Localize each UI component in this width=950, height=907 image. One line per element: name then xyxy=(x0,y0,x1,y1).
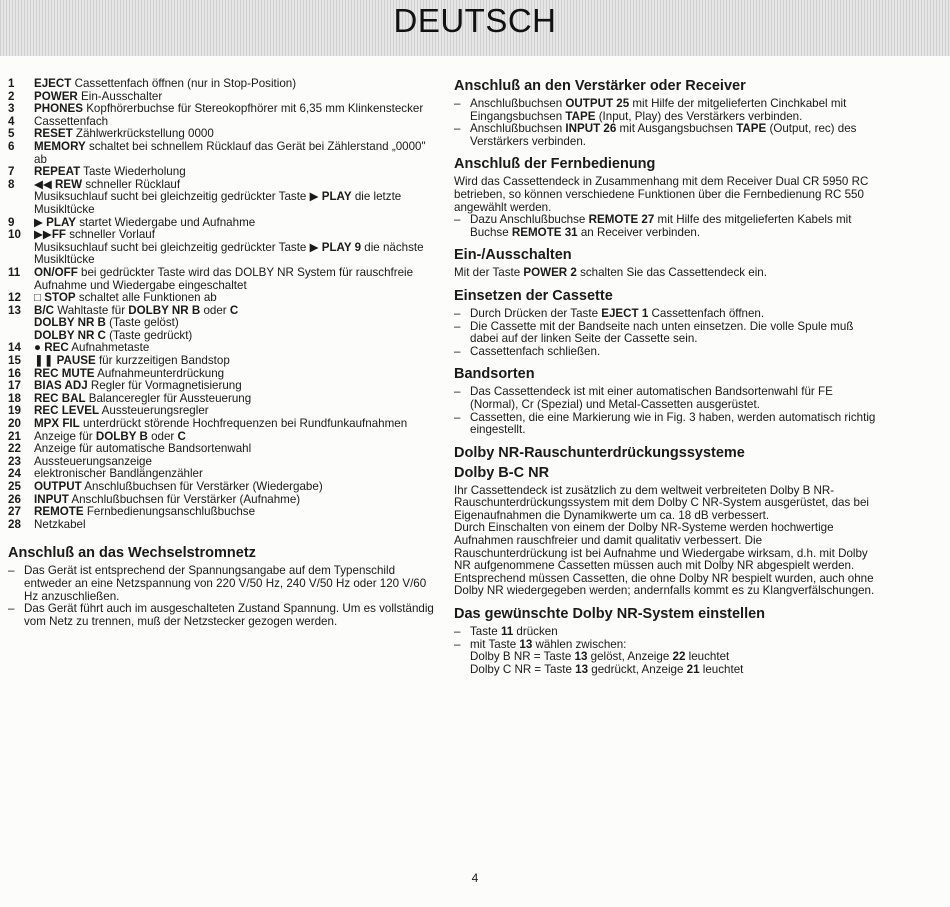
text-run: für kurzzeitigen Bandstop xyxy=(95,354,230,368)
dash-item xyxy=(454,321,878,346)
section-heading: Anschluß der Fernbedienung xyxy=(454,156,656,173)
item-number: 21 xyxy=(8,429,21,443)
dash-text xyxy=(470,98,878,123)
text-run: die letzte Musikltücke xyxy=(34,190,402,216)
dash-marker: – xyxy=(454,306,461,320)
bold-term: REMOTE 27 xyxy=(588,213,655,227)
dash-item xyxy=(454,412,878,437)
item-number: 20 xyxy=(8,417,21,431)
bold-term: INPUT 26 xyxy=(565,122,617,136)
text-run: startet Wiedergabe und Aufnahme xyxy=(76,215,256,229)
bold-term: DOLBY B xyxy=(95,429,148,443)
paragraph xyxy=(454,176,878,214)
text-run: die nächste Musikltücke xyxy=(34,240,424,267)
text-run: Kopfhörerbuchse für Stereokopfhörer mit 6,35 mm Klinkenstecker xyxy=(82,102,424,116)
text-run: Taste xyxy=(470,625,501,639)
text-run: leuchtet xyxy=(685,650,730,664)
text-run: Ein-Ausschalter xyxy=(77,89,163,103)
text-run: Mit der Taste xyxy=(454,266,524,280)
text-run: Taste Wiederholung xyxy=(80,165,186,179)
item-number: 28 xyxy=(8,517,21,531)
item-number: 14 xyxy=(8,341,21,355)
left-column xyxy=(8,78,436,636)
dash-marker: – xyxy=(454,637,461,651)
bold-term: EJECT xyxy=(34,77,72,90)
item-number: 7 xyxy=(8,165,15,179)
item-description xyxy=(34,229,436,267)
text-run: Cassettenfach xyxy=(34,114,109,128)
section-heading: Dolby NR-Rauschunterdrückungssysteme xyxy=(454,444,745,461)
text-run: schalten Sie das Cassettendeck ein. xyxy=(576,266,767,280)
bold-term: DOLBY NR B xyxy=(34,316,106,330)
section xyxy=(454,156,878,239)
section-heading: Ein-/Ausschalten xyxy=(454,247,572,264)
dash-marker: – xyxy=(8,564,15,578)
text-run: Anschlußbuchsen für Verstärker (Wiedergabe) xyxy=(81,480,323,493)
item-number: 17 xyxy=(8,379,21,393)
bold-term: 22 xyxy=(672,650,686,664)
text-run: oder xyxy=(147,429,178,443)
bold-term: 13 xyxy=(575,662,589,676)
bold-term: REC LEVEL xyxy=(34,404,100,418)
bold-term: DOLBY NR C xyxy=(34,328,106,342)
dash-text xyxy=(24,565,436,603)
paragraph xyxy=(454,267,878,280)
text-run: Anschlußbuchsen xyxy=(470,122,566,136)
text-run: Anzeige für automatische Bandsortenwahl xyxy=(34,442,252,456)
text-run: Cassettenfach öffnen. xyxy=(648,306,765,320)
dash-marker: – xyxy=(454,410,461,424)
item-number: 27 xyxy=(8,505,21,519)
text-run: oder xyxy=(200,303,230,317)
bold-term: OUTPUT 25 xyxy=(565,97,630,110)
section xyxy=(454,366,878,436)
bold-term: POWER 2 xyxy=(523,266,577,280)
control-list-item xyxy=(8,267,436,292)
text-run: Regler für Vormagnetisierung xyxy=(87,379,242,393)
dash-text xyxy=(470,346,878,359)
text-run: schneller Vorlauf xyxy=(66,228,155,242)
item-subline xyxy=(34,191,436,216)
item-number: 6 xyxy=(8,139,15,153)
dash-text xyxy=(24,603,436,628)
text-run: gelöst, Anzeige xyxy=(587,650,673,664)
text-run: Wahltaste für xyxy=(53,303,129,317)
item-number: 15 xyxy=(8,354,21,368)
bold-term: C xyxy=(229,303,239,317)
bold-term: BIAS ADJ xyxy=(34,379,88,393)
bold-term: ON/OFF xyxy=(34,265,78,279)
control-list-item xyxy=(8,141,436,166)
section-subheading: Dolby B-C NR xyxy=(454,464,550,481)
text-run: Aufnahmeunterdrückung xyxy=(94,366,225,380)
text-run: unterdrückt störende Hochfrequenzen bei Rundfunkaufnahmen xyxy=(79,417,408,431)
item-description xyxy=(34,519,436,532)
section xyxy=(454,288,878,358)
dash-item xyxy=(454,98,878,123)
item-number: 23 xyxy=(8,454,21,468)
bold-term: TAPE xyxy=(565,109,596,123)
text-run: Anschlußbuchsen für Verstärker (Aufnahme) xyxy=(68,492,301,506)
item-number: 2 xyxy=(8,89,15,103)
dash-item xyxy=(454,346,878,359)
text-run: Cassettenfach schließen. xyxy=(470,344,601,358)
text-run: Aussteuerungsanzeige xyxy=(34,454,152,468)
item-line xyxy=(34,141,436,166)
control-list xyxy=(8,78,436,531)
bold-term: 21 xyxy=(686,662,700,676)
item-number: 9 xyxy=(8,215,15,229)
text-run: Aufnahmetaste xyxy=(68,341,150,355)
dash-item xyxy=(8,565,436,603)
page-number: 4 xyxy=(471,871,479,885)
item-number: 10 xyxy=(8,228,21,242)
dash-marker: – xyxy=(454,344,461,358)
item-subline xyxy=(34,242,436,267)
dash-text xyxy=(470,214,878,239)
text-run: drücken xyxy=(513,625,558,639)
item-number: 4 xyxy=(8,114,15,128)
section xyxy=(8,545,436,628)
section xyxy=(454,445,878,598)
paragraph xyxy=(454,664,878,677)
bold-term: 13 xyxy=(574,650,588,664)
bold-term: PHONES xyxy=(34,102,83,116)
text-run: Aussteuerungsregler xyxy=(99,404,209,418)
item-number: 24 xyxy=(8,467,21,481)
bold-term: MPX FIL xyxy=(34,417,80,431)
control-list-item xyxy=(8,229,436,267)
item-number: 5 xyxy=(8,127,15,141)
text-run: Durch Drücken der Taste xyxy=(470,306,602,320)
text-run: Das Cassettendeck ist mit einer automatischen Bandsortenwahl für FE (Normal), Cr (Spezial) und Metal-Cassetten ausgerüstet. xyxy=(470,385,833,411)
text-run: Anzeige für xyxy=(34,429,96,443)
text-run: Dolby C NR = Taste xyxy=(470,662,576,676)
bold-term: MEMORY xyxy=(34,139,86,153)
section-heading: Einsetzen der Cassette xyxy=(454,287,613,304)
text-run: Cassetten, die eine Markierung wie in Fig. 3 haben, werden automatisch richtig eingestellt. xyxy=(470,410,876,437)
bold-term: □ STOP xyxy=(34,291,76,305)
item-number: 22 xyxy=(8,442,21,456)
bold-term: ❚❚ PAUSE xyxy=(34,354,96,368)
text-run: mit Ausgangsbuchsen xyxy=(616,122,737,136)
section xyxy=(454,78,878,148)
control-list-item xyxy=(8,305,436,343)
right-column xyxy=(454,78,878,684)
bold-term: ▶ PLAY 9 xyxy=(309,240,362,254)
bold-term: ▶ PLAY xyxy=(309,190,352,204)
text-run: gedrückt, Anzeige xyxy=(588,662,687,676)
bold-term: ▶ PLAY xyxy=(34,215,76,229)
item-description xyxy=(34,267,436,292)
text-run: mit Hilfe des mitgelieferten Kabels mit Buchse xyxy=(470,213,852,239)
dash-item xyxy=(8,603,436,628)
section xyxy=(454,606,878,676)
item-number: 25 xyxy=(8,480,21,493)
text-run: (Input, Play) des Verstärkers verbinden. xyxy=(595,109,803,123)
bold-term: INPUT xyxy=(34,492,69,506)
bold-term: REMOTE xyxy=(34,505,84,519)
text-run: Musiksuchlauf sucht bei gleichzeitig gedrückter Taste xyxy=(34,190,310,204)
item-number: 16 xyxy=(8,366,21,380)
item-description xyxy=(34,506,436,519)
text-run: Ihr Cassettendeck ist zusätzlich zu dem weltweit verbreiteten Dolby B NR-Rauschunterdrückungssystem mit dem Dolby C NR-System ausgerüstet, das bei Eigenaufnahmen die Dynamikwerte um ca. 18 dB verbessert. xyxy=(454,483,869,522)
item-number: 18 xyxy=(8,391,21,405)
item-number: 1 xyxy=(8,77,15,90)
item-number: 19 xyxy=(8,404,21,418)
bold-term: C xyxy=(177,429,186,443)
item-number: 3 xyxy=(8,102,15,116)
dash-marker: – xyxy=(454,97,461,110)
text-run: wählen zwischen: xyxy=(532,637,627,651)
bold-term: ◀◀ REW xyxy=(34,177,83,191)
text-run: Die Cassette mit der Bandseite nach unten einsetzen. Die volle Spule muß dabei auf der linken Seite der Cassette sein. xyxy=(470,319,854,346)
item-number: 26 xyxy=(8,492,21,506)
item-description xyxy=(34,141,436,166)
dash-marker: – xyxy=(454,385,461,399)
bold-term: POWER xyxy=(34,89,78,103)
dash-text xyxy=(470,412,878,437)
dash-marker: – xyxy=(454,625,461,639)
dash-text xyxy=(470,123,878,148)
dash-marker: – xyxy=(454,319,461,333)
text-run: Fernbedienungsanschlußbuchse xyxy=(83,505,256,519)
item-number: 12 xyxy=(8,291,21,305)
dash-item xyxy=(454,214,878,239)
text-run: mit Hilfe der mitgelieferten Cinchkabel mit Eingangsbuchsen xyxy=(470,97,847,123)
text-run: Durch Einschalten von einem der Dolby NR-Systeme werden hochwertige Aufnahmen rauschfreier und damit qualitativ verbessert. Die Rauschunterdrückung ist bei Aufnahme und Wiedergabe wirksam, d.h. mit Dolby NR aufgenommene Cassetten müssen auch mit Dolby NR abgespielt werden. Entsprechend müssen Cassetten, die ohne Dolby NR bespielt wurden, auch ohne Dolby NR wiedergegeben werden; andernfalls kommt es zu Klangverfälschungen. xyxy=(454,521,875,598)
text-run: Dazu Anschlußbuchse xyxy=(470,213,589,227)
item-description xyxy=(34,179,436,217)
bold-term: TAPE xyxy=(736,122,767,136)
bold-term: RESET xyxy=(34,127,73,141)
item-number: 11 xyxy=(8,265,21,279)
text-run: (Taste gedrückt) xyxy=(105,328,193,342)
text-run: mit Taste xyxy=(470,637,520,651)
text-run: Netzkabel xyxy=(34,517,86,531)
item-number: 13 xyxy=(8,303,21,317)
bold-term: B/C xyxy=(34,303,54,317)
text-run: bei gedrückter Taste wird das DOLBY NR System für rauschfreie Aufnahme und Wiedergabe eingeschaltet xyxy=(34,265,414,292)
text-run: Wird das Cassettendeck in Zusammenhang mit dem Receiver Dual CR 5950 RC betrieben, so können verschiedene Funktionen über die Fernbedienung RC 550 angewählt werden. xyxy=(454,175,869,214)
dash-item xyxy=(454,386,878,411)
control-list-item xyxy=(8,179,436,217)
text-run: Musiksuchlauf sucht bei gleichzeitig gedrückter Taste xyxy=(34,240,310,254)
bold-term: REPEAT xyxy=(34,165,81,179)
item-line xyxy=(34,267,436,292)
text-run: Zählwerkrückstellung 0000 xyxy=(72,127,214,141)
text-run: an Receiver verbinden. xyxy=(577,225,701,239)
dash-item xyxy=(454,123,878,148)
bold-term: REMOTE 31 xyxy=(511,225,578,239)
text-run: leuchtet xyxy=(699,662,744,676)
bold-term: ● REC xyxy=(34,341,69,355)
section-heading: Anschluß an den Verstärker oder Receiver xyxy=(454,78,746,94)
text-run: Das Gerät ist entsprechend der Spannungsangabe auf dem Typenschild entweder an eine Netzspannung von 220 V/50 Hz, 240 V/50 Hz oder 120 V/60 Hz anzuschließen. xyxy=(24,564,427,603)
text-run: Anschlußbuchsen xyxy=(470,97,566,110)
page-title: DEUTSCH xyxy=(393,2,557,39)
bold-term: EJECT 1 xyxy=(601,306,649,320)
paragraph xyxy=(454,485,878,523)
dash-text xyxy=(470,321,878,346)
bold-term: 11 xyxy=(500,625,514,639)
text-run: (Output, rec) des Verstärkers verbinden. xyxy=(470,122,857,148)
text-run: Dolby B NR = Taste xyxy=(470,650,575,664)
left-sections xyxy=(8,545,436,628)
bold-term: REC BAL xyxy=(34,391,86,405)
section-heading: Anschluß an das Wechselstromnetz xyxy=(8,545,256,562)
item-line xyxy=(34,506,436,519)
dash-text xyxy=(470,386,878,411)
text-run: Das Gerät führt auch im ausgeschalteten Zustand Spannung. Um es vollständig vom Netz zu trennen, muß der Netzstecker gezogen werden. xyxy=(24,602,434,628)
text-run: schaltet bei schnellem Rücklauf das Gerät bei Zählerstand „0000" ab xyxy=(34,139,426,166)
text-run: schaltet alle Funktionen ab xyxy=(75,291,217,305)
text-run: (Taste gelöst) xyxy=(105,316,179,330)
header-band xyxy=(0,0,950,56)
bold-term: 13 xyxy=(519,637,533,651)
paragraph xyxy=(454,522,878,598)
control-list-item xyxy=(8,519,436,532)
bold-term: OUTPUT xyxy=(34,480,82,493)
text-run: schneller Rücklauf xyxy=(82,177,181,191)
text-run: elektronischer Bandlängenzähler xyxy=(34,467,203,481)
bold-term: REC MUTE xyxy=(34,366,95,380)
dash-marker: – xyxy=(454,213,461,227)
dash-marker: – xyxy=(454,122,461,136)
bold-term: ▶▶FF xyxy=(34,228,66,242)
section xyxy=(454,247,878,280)
bold-term: DOLBY NR B xyxy=(128,303,201,317)
section-heading: Das gewünschte Dolby NR-System einstellen xyxy=(454,606,766,623)
item-line xyxy=(34,519,436,532)
section-heading: Bandsorten xyxy=(454,366,535,383)
item-description xyxy=(34,305,436,343)
text-run: Cassettenfach öffnen (nur in Stop-Position) xyxy=(71,77,297,90)
item-number: 8 xyxy=(8,177,15,191)
dash-marker: – xyxy=(8,602,15,616)
text-run: Balanceregler für Aussteuerung xyxy=(85,391,252,405)
